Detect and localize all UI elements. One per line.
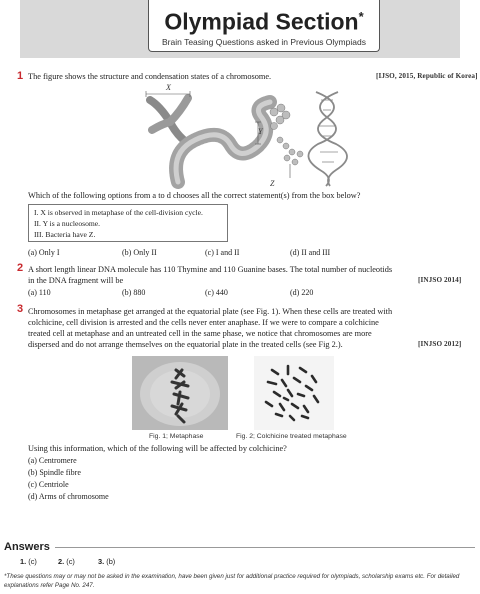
q2-option-b[interactable]: (b) 880 [122,288,146,297]
metaphase-chromosome-x [146,91,190,142]
q3-line-2: colchicine, cell division is arrested and the cells never enter anaphase. If we were to compare a colchicine [28,318,379,327]
page-subtitle: Brain Teasing Questions asked in Previous Olympiads [162,36,366,47]
fig1-caption: Fig. 1; Metaphase [149,433,204,440]
q3-line-4: dispersed and do not arrange themselves on the equatorial plate in the treated cells (see Fig 2.). [28,340,343,349]
q3-option-c[interactable]: (c) Centriole [28,480,69,489]
q3-line-1: Chromosomes in metaphase get arranged at the equatorial plate (see Fig. 1). When these cells are treated with [28,307,393,316]
q2-reference: [INJSO 2014] [418,276,462,284]
q2-option-d[interactable]: (d) 220 [290,288,314,297]
label-y: Y [258,127,263,136]
q3-option-b[interactable]: (b) Spindle fibre [28,468,81,477]
q2-line-2: in the DNA fragment will be [28,276,124,285]
q3-reference: [INJSO 2012] [418,340,462,348]
q2-number: 2 [17,262,24,274]
q1-text: The figure shows the structure and condensation states of a chromosome. [28,72,272,81]
q2-option-c[interactable]: (c) 440 [205,288,228,297]
dna-helix [308,92,347,186]
q1-statement-box [28,204,228,242]
q1-prompt: Which of the following options from a to d chooses all the correct statement(s) from the box below? [28,191,361,200]
label-x: X [166,83,171,92]
q3-number: 3 [17,303,24,315]
label-z: Z [270,179,275,188]
q1-statement-3: III. Bacteria have Z. [34,230,96,239]
q1-option-a[interactable]: (a) Only I [28,248,60,257]
q2-option-a[interactable]: (a) 110 [28,288,51,297]
q3-line-3: treated cell at metaphase and an untreated cell in the same phase, we notice that chromosomes are more [28,329,372,338]
answer-3: 3. (b) [98,557,116,566]
colchicine-micrograph [254,356,334,430]
q2-line-1: A short length linear DNA molecule has 110 Thymine and 110 Guanine bases. The total number of nucleotids [28,265,393,274]
q3-option-d[interactable]: (d) Arms of chromosome [28,492,109,501]
footnote: *These questions may or may not be asked in the examination, have been given just for additional practice required for olympiads, scholarship exams etc. For detailed explanations refer Page No. 247. [4,573,460,589]
header-banner [20,0,460,58]
title-asterisk: * [358,9,364,24]
fig2-caption: Fig. 2; Colchicine treated metaphase [236,433,347,440]
nucleosome-beads [270,104,303,165]
answers-title: Answers [4,541,50,553]
answer-1: 1. (c) [20,557,37,566]
chromosome-figure [140,82,360,190]
q3-prompt: Using this information, which of the following will be affected by colchicine? [28,444,287,453]
q1-reference: [IJSO, 2015, Republic of Korea] [376,72,478,80]
q1-statement-1: I. X is observed in metaphase of the cell-division cycle. [34,208,203,217]
header-box [148,0,380,52]
q1-option-b[interactable]: (b) Only II [122,248,157,257]
q1-number: 1 [17,70,24,82]
answer-2: 2. (c) [58,557,75,566]
q1-option-c[interactable]: (c) I and II [205,248,240,257]
coiled-fiber [176,102,270,182]
page-title: Olympiad Section* [164,8,364,35]
answers-divider [55,547,475,548]
metaphase-micrograph [132,356,228,430]
q1-statement-2: II. Y is a nucleosome. [34,219,101,228]
q3-option-a[interactable]: (a) Centromere [28,456,77,465]
q1-option-d[interactable]: (d) II and III [290,248,331,257]
